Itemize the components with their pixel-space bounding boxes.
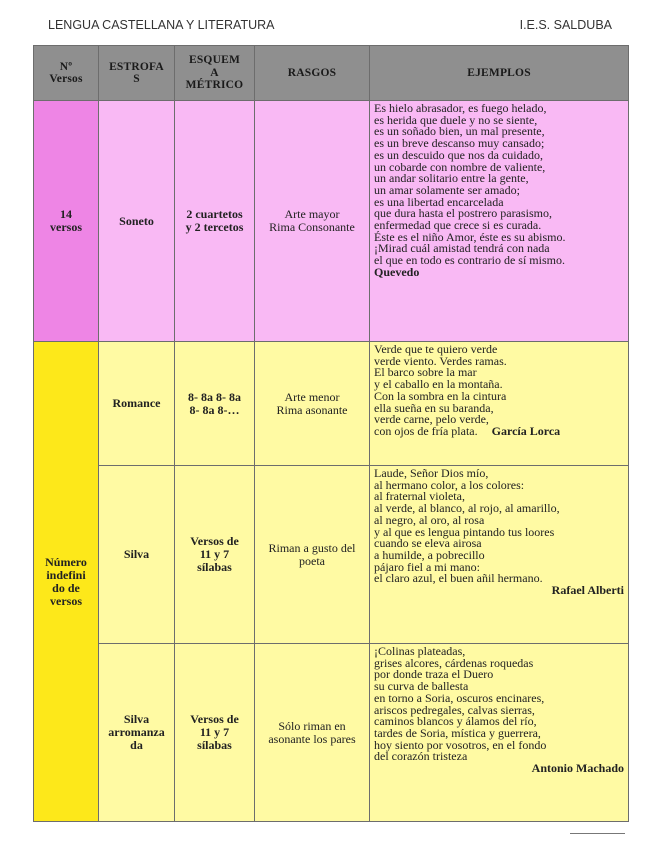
poem-lines — [374, 103, 624, 267]
header-rasgos: RASGOS — [255, 46, 370, 101]
poem-line: el claro azul, el buen añil hermano. — [374, 571, 543, 586]
estrofa-cell: Soneto — [99, 101, 175, 342]
poem-line: grises alcores, cárdenas roquedas — [374, 655, 534, 670]
example-cell — [370, 644, 629, 822]
poem-line: ¡Mirad cuál amistad tendrá con nada — [374, 241, 550, 256]
subject-title: LENGUA CASTELLANA Y LITERATURA — [48, 18, 275, 32]
poem-lines — [374, 468, 624, 585]
poem-line: en torno a Soria, oscuros encinares, — [374, 690, 545, 705]
poem-line: enfermedad que crece si es curada. — [374, 218, 542, 233]
poem-line: tardes de Soria, mística y guerrera, — [374, 725, 541, 740]
poem-line: es un descuido que nos da cuidado, — [374, 147, 543, 162]
poem-line: ¡Colinas plateadas, — [374, 644, 466, 658]
estrofa-cell: Silva — [99, 466, 175, 644]
poem-lines — [374, 344, 624, 438]
poem-line: es una libertad encarcelada — [374, 194, 504, 209]
poem-line: verde carne, pelo verde, — [374, 412, 489, 427]
poem-line: al hermano color, a los colores: — [374, 477, 525, 492]
poem-line: Es hielo abrasador, es fuego helado, — [374, 101, 547, 115]
school-name: I.E.S. SALDUBA — [519, 18, 612, 32]
poem-line: ariscos pedregales, calvas sierras, — [374, 702, 535, 717]
poem-line: a humilde, a pobrecillo — [374, 547, 485, 562]
example-cell — [370, 466, 629, 644]
poem-line: es un soñado bien, un mal presente, — [374, 124, 545, 139]
poem-line: Verde que te quiero verde — [374, 342, 498, 356]
poem-line: pájaro fiel a mi mano: — [374, 559, 480, 574]
poem-line: caminos blancos y álamos del río, — [374, 714, 537, 729]
estrofa-cell: Romance — [99, 342, 175, 466]
header-ejemplos: EJEMPLOS — [370, 46, 629, 101]
table-header-row — [34, 46, 629, 101]
poem-author: Antonio Machado — [531, 761, 624, 776]
poem-line: al verde, al blanco, al rojo, al amarillo, — [374, 501, 560, 516]
poem-line: verde viento. Verdes ramas. — [374, 353, 507, 368]
rasgos-cell: Sólo riman en asonante los pares — [255, 644, 370, 822]
poem-line: ella sueña en su baranda, — [374, 400, 494, 415]
footer-rule — [570, 833, 625, 834]
table-row — [34, 466, 629, 644]
poem-line: al fraternal violeta, — [374, 489, 465, 504]
header-esquema-metrico: ESQUEM A MÉTRICO — [175, 46, 255, 101]
table-row — [34, 101, 629, 342]
poem-line: un andar solitario entre la gente, — [374, 171, 529, 186]
table-row — [34, 644, 629, 822]
poem-line: que dura hasta el postrero parasismo, — [374, 206, 552, 221]
poem-line: es un breve descanso muy cansado; — [374, 136, 545, 151]
poem-line: Éste es el niño Amor, éste es su abismo. — [374, 229, 566, 244]
rasgos-cell: Arte mayor Rima Consonante — [255, 101, 370, 342]
poem-line: cuando se eleva airosa — [374, 536, 482, 551]
poem-line: El barco sobre la mar — [374, 365, 477, 380]
example-cell — [370, 342, 629, 466]
rasgos-cell: Riman a gusto del poeta — [255, 466, 370, 644]
poem-line: con ojos de fría plata. García Lorca — [374, 423, 561, 438]
poem-line: por donde traza el Duero — [374, 667, 494, 682]
versos-count-cell: 14 versos — [34, 101, 99, 342]
esquema-cell: Versos de 11 y 7 sílabas — [175, 644, 255, 822]
poem-line: del corazón tristeza — [374, 749, 468, 764]
poem-line: su curva de ballesta — [374, 679, 469, 694]
poem-line: Laude, Señor Dios mío, — [374, 466, 489, 480]
esquema-cell: Versos de 11 y 7 sílabas — [175, 466, 255, 644]
poem-author: García Lorca — [491, 423, 561, 438]
poem-line: y al que es lengua pintando tus loores — [374, 524, 555, 539]
rasgos-cell: Arte menor Rima asonante — [255, 342, 370, 466]
poem-author: Quevedo — [374, 264, 420, 279]
verse-forms-table — [33, 45, 629, 822]
esquema-cell: 2 cuartetos y 2 tercetos — [175, 101, 255, 342]
poem-line: el que en todo es contrario de sí mismo. — [374, 253, 565, 268]
example-cell — [370, 101, 629, 342]
poem-lines — [374, 646, 624, 763]
esquema-cell: 8- 8a 8- 8a 8- 8a 8-… — [175, 342, 255, 466]
versos-count-cell: Número indefini do de versos — [34, 342, 99, 822]
poem-line: al negro, al oro, al rosa — [374, 512, 485, 527]
header-versos: Nº Versos — [34, 46, 99, 101]
poem-line: un amar solamente ser amado; — [374, 182, 520, 197]
table-row — [34, 342, 629, 466]
poem-line: un cobarde con nombre de valiente, — [374, 159, 546, 174]
poem-author: Rafael Alberti — [551, 583, 624, 598]
page-header — [48, 18, 612, 36]
poem-line: y el caballo en la montaña. — [374, 377, 503, 392]
header-estrofas: ESTROFA S — [99, 46, 175, 101]
poem-line: Con la sombra en la cintura — [374, 388, 507, 403]
poem-line: hoy siento por vosotros, en el fondo — [374, 737, 547, 752]
estrofa-cell: Silva arromanza da — [99, 644, 175, 822]
poem-line: es herida que duele y no se siente, — [374, 112, 538, 127]
